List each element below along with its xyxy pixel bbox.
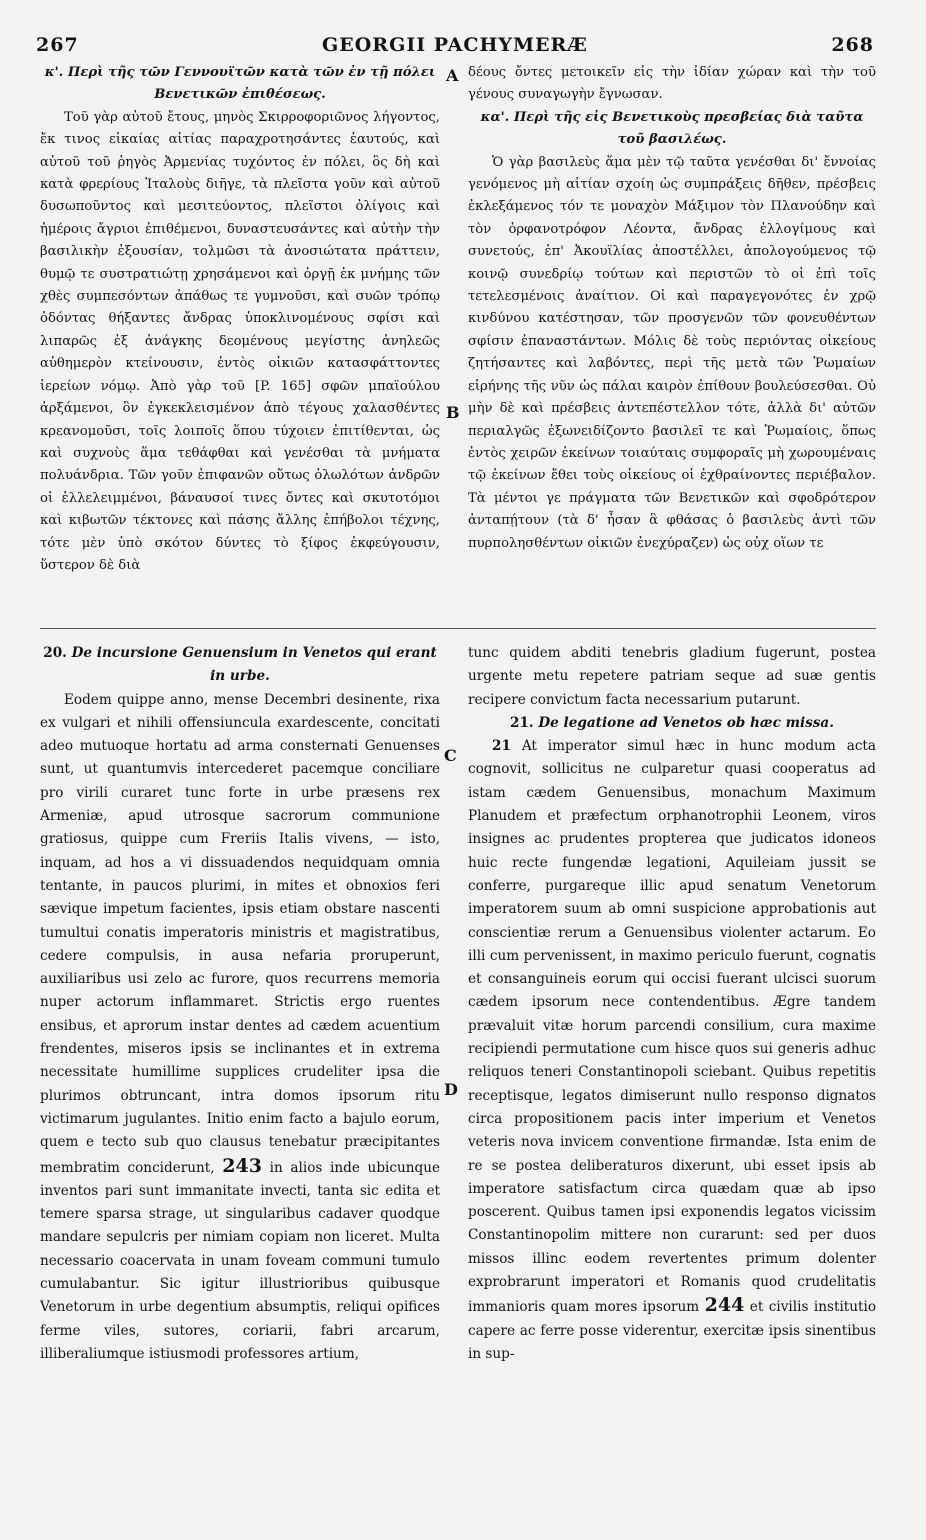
greek-paragraph-left: Τοῦ γὰρ αὐτοῦ ἔτους, μηνὸς Σκιρροφοριῶνος λήγοντος, ἔκ τινος εἰκαίας αἰτίας παραχροτησάντες ἑαυτούς, καὶ αὐτοῦ τοῦ ῥηγὸς Ἀρμενίας τυχόντος ἐν πόλει, ὃς δὴ καὶ κατὰ φρερίους Ἰταλοὺς διῆγε, τὰ πλεῖστα γοῦν καὶ αὐτοῦ δυσωποῦντος καὶ μεσιτεύοντος, πλεῖστοι ὀλίγοις καὶ ἡμέροις ἄγριοι ἐπιθέμενοι, δυναστευσάντες καὶ αὐτὴν τὴν βασιλικὴν ἐξουσίαν, τολμῶσι τὰ ἀνοσιώτατα πράττειν, θυμῷ τε συστρατιώτῃ χρησάμενοι καὶ ὀργῇ ἐκ μνήμης τῶν χθὲς συμπεσόντων ἀπάθως τε γυμνοῦσι, καὶ συῶν τρόπῳ ὀδόντας θήξαντες ἄνδρας ὑποκλινομένους σφίσι καὶ λιπαρῶς ἐξ ἀνάγκης δεομένους μεγίστης ἀνηλεῶς αὐθημερὸν κτείνουσιν, ἐντὸς οἰκιῶν κατασφάττοντες ἱερείων νόμῳ. Ἀπὸ γὰρ τοῦ [P. 165] σφῶν μπαϊούλου ἀρξάμενοι, ὃν ἐγκεκλεισμένον ἀπὸ τέγους χαλασθέντες κρεανομοῦσι, τοῖς λοιποῖς ὅπου τύχοιεν ἐπιτίθενται, ὡς καὶ συχνοὺς ἅμα τεθάφθαι καὶ γενέσθαι τὰ μνήματα πολυάνδρια. Τῶν γοῦν ἐπιφανῶν οὕτως ὀλωλότων ἀνδρῶν οἱ ἐλλελειμμένοι, βάναυσοί τινες ὄντες καὶ σκυτοτόμοι καὶ κιβωτῶν τέκτονες καὶ πάσης ἄλλης ἐπήβολοι τέχνης, τότε μὲν ὑπὸ σκότον δύντες τὸ ξίφος ἐκφεύγουσιν, ὕστερον δὲ διὰ: [40, 109, 440, 573]
latin-text-part-3: At imperator simul hæc in hunc modum acta cognovit, sollicitus ne culparetur quasi cooperatus ad istam cædem Genuensibus, monachum Maximum Planudem et præfectum orphanotrophii Leonem, viros insignes ac prudentes propterea que judicatos idoneos huic recte fungendæ legationi, Aquileiam jussit se conferre, purgareque illic apud senatum Venetorum imperatorem suum ab omni suspicione approbationis aut conscientiæ rerum a Genuensibus violenter actarum. Eo illi cum pervenissent, in maximo periculo fuerunt, cognatis et consanguineis eorum qui occisi fuerant ulcisci suorum cædem ipsorum nece contendentibus. Ægre tandem prævaluit vitæ horum parcendi consilium, cura maxime recipiendi permutatione cum hisce quos sui generis adhuc reliquos teneri Constantinopoli sciebant. Quibus repetitis receptisque, legatos dimiserunt nullo responso dignatos circa propositionem pacis inter imperium et Venetos veteris nova invicem conventione firmandæ. Ista enim de re se postea deliberaturos dixerunt, ubi esset ipsis ab imperatore satisfactum circa quædam quæ ab ipso poscerent. Quibus tamen ipsi exponendis legatos vicissim Constantinopolim mittere non curarunt: sed per duos missos illinc eodem revertentes primum dolenter exprobrarunt imperatori et Romanis quod crudelitatis immanioris quam mores ipsorum: [468, 738, 877, 1316]
greek-section-heading-21: κα'. Περὶ τῆς εἰς Βενετικοὺς πρεσβείας διὰ ταῦτα τοῦ βασιλέως.: [480, 109, 864, 148]
latin-continuation-right: tunc quidem abditi tenebris gladium fugerunt, postea urgente metu repetere patriam seque ad suæ gentis recipere convictum facta necessarium putarunt.: [468, 645, 876, 708]
latin-paragraph-left: [40, 689, 440, 1367]
greek-paragraph-right: Ὁ γὰρ βασιλεὺς ἅμα μὲν τῷ ταῦτα γενέσθαι δι' ἔννοίας γενόμενος μὴ αἰτίαν σχοίη ὡς συμπράξεις δῆθεν, πρέσβεις ἐκλεξάμενος τόν τε μοναχὸν Μάξιμον τὸν Πλανούδην καὶ τὸν ὀρφανοτρόφον Λέοντα, ἄνδρας ἐλλογίμους καὶ συνετούς, ἐπ' Ἀκουϊλίας ἀποστέλλει, ἀπολογούμενος τῷ κοινῷ συνεδρίῳ τούτων καὶ περιστῶν τὸ οἱ ἐπὶ τοῖς τετελεσμένοις ἀναίτιον. Οἱ καὶ παραγεγονότες ἐν χρῷ κινδύνου κατέστησαν, τῶν προσγενῶν τῶν φονευθέντων σφίσιν ἐπαναστάντων. Μόλις δὲ τοὺς περιόντας οἰκείους ζητήσαντες καὶ λαβόντες, περὶ τῆς μετὰ τῶν Ῥωμαίων εἰρήνης τῆς νῦν ὡς πάλαι καιρὸν ἐπίθουν βουλεύσεσθαι. Οὐ μὴν δὲ καὶ πρέσβεις ἀντεπέστελλον τότε, ἀλλὰ δι' αὐτῶν περιαλγῶς ἐξωνειδίζοντο βασιλεῖ τε καὶ Ῥωμαίοις, ὅπως ἐντὸς χειρῶν ἐκείνων τοιαύταις συμφοραῖς μὴ χωρουμέναις τῷ ἐκείνων ἔθει τοὺς οἰκείους οἱ ἐχθραίνοντες περιέβαλον. Τὰ μέντοι γε πράγματα τῶν Βενετικῶν καὶ σφοδρότερον ἀνταπῄτουν (τὰ δ' ἦσαν ἃ φθάσας ὁ βασιλεὺς ἀντὶ τῶν πυρπολησθέντων οἰκιῶν ἐνεχύραζεν) ὡς οὐχ οἵων τε: [468, 154, 876, 551]
latin-section-heading-21: [468, 712, 876, 735]
latin-section-heading-20: [40, 642, 440, 689]
latin-text-part-1: Eodem quippe anno, mense Decembri desinente, rixa ex vulgari et nihili offensiuncula exardescente, concitati adeo mutuoque hortatu ad arma consternati Genuenses sunt, ut quantumvis intercederet pacemque conciliare pro virili curaret tunc forte in urbe præsens rex Armeniæ, apud utrosque sacrorum communione gratiosus, quippe cum Freriis Italis vivens, — isto, inquam, ad hos a vi dissuadendos nequidquam omnia tentante, in paucos plurimi, in mites et obnoxios feri sævique impetum facientes, ipsis etiam obstare nascenti tumultui conatis imperatoris ministris et magistratibus, cedere compulsis, in ausa nefaria proruperunt, auxiliaribus usi zelo ac furore, quos recurrens memoria nuper actorum inflammaret. Strictis ergo ruentes ensibus, et aprorum instar dentes ad cædem acuentium frendentes, miseros ipsis se inclinantes et in extrema necessitate humillime supplices crudeliter ipsa die plurimos obtruncant, intra domos ipsorum ritu victimarum jugulantes. Initio enim facto a bajulo eorum, quem e tecto sub quo clausus tenebatur præcipitantes membratim conciderunt,: [40, 691, 440, 1176]
latin-paragraph-number: 21: [492, 738, 511, 755]
page-marker-244: 244: [704, 1294, 745, 1317]
latin-heading-text-21: De legatione ad Venetos ob hæc missa.: [538, 714, 834, 731]
latin-heading-number: 20.: [43, 645, 67, 661]
margin-letter-d: D: [444, 1080, 458, 1099]
margin-letter-c: C: [444, 746, 457, 765]
section-divider: [40, 628, 876, 629]
page-number-right: 268: [831, 34, 874, 56]
greek-column-right: [468, 62, 876, 555]
latin-paragraph-right: [468, 735, 876, 1366]
page-marker-243: 243: [222, 1154, 262, 1177]
latin-column-right: [468, 642, 876, 1366]
page-header: [36, 34, 874, 62]
latin-text-part-4: et civilis institutio capere ac ferre posse viderentur, exercitæ ipsis sinentibus in sup-: [468, 1299, 877, 1362]
latin-text-part-2: in alios inde ubicunque inventos pari sunt immanitate invecti, tanta sic edita et temere sparsa strage, ut singularibus cadaver quodque mandare sepulcris per nimiam copiam non liceret. Multa necessario coacervata in unam foveam communi tumulo cumulabantur. Sic igitur illustrioribus quibusque Venetorum in urbe degentium absumptis, reliqui opifices ferme viles, sutores, coriarii, fabri arcarum, illiberaliumque istiusmodi professores artium,: [40, 1159, 440, 1362]
greek-continuation-right: δέους ὄντες μετοικεῖν εἰς τὴν ἰδίαν χώραν καὶ τὴν τοῦ γένους συναγωγὴν ἔγνωσαν.: [468, 65, 876, 103]
margin-letter-b: B: [446, 403, 460, 422]
greek-column-left: [40, 62, 440, 577]
latin-heading-text: De incursione Genuensium in Venetos qui erant in urbe.: [71, 645, 437, 685]
greek-section-heading-20: κ'. Περὶ τῆς τῶν Γεννουϊτῶν κατὰ τῶν ἐν τῇ πόλει Βενετικῶν ἐπιθέσεως.: [44, 65, 436, 103]
running-title: GEORGII PACHYMERÆ: [322, 34, 588, 56]
margin-letter-a: A: [446, 66, 459, 85]
page-number-left: 267: [36, 34, 79, 56]
latin-column-left: [40, 642, 440, 1366]
latin-heading-number-21: 21.: [510, 714, 534, 731]
